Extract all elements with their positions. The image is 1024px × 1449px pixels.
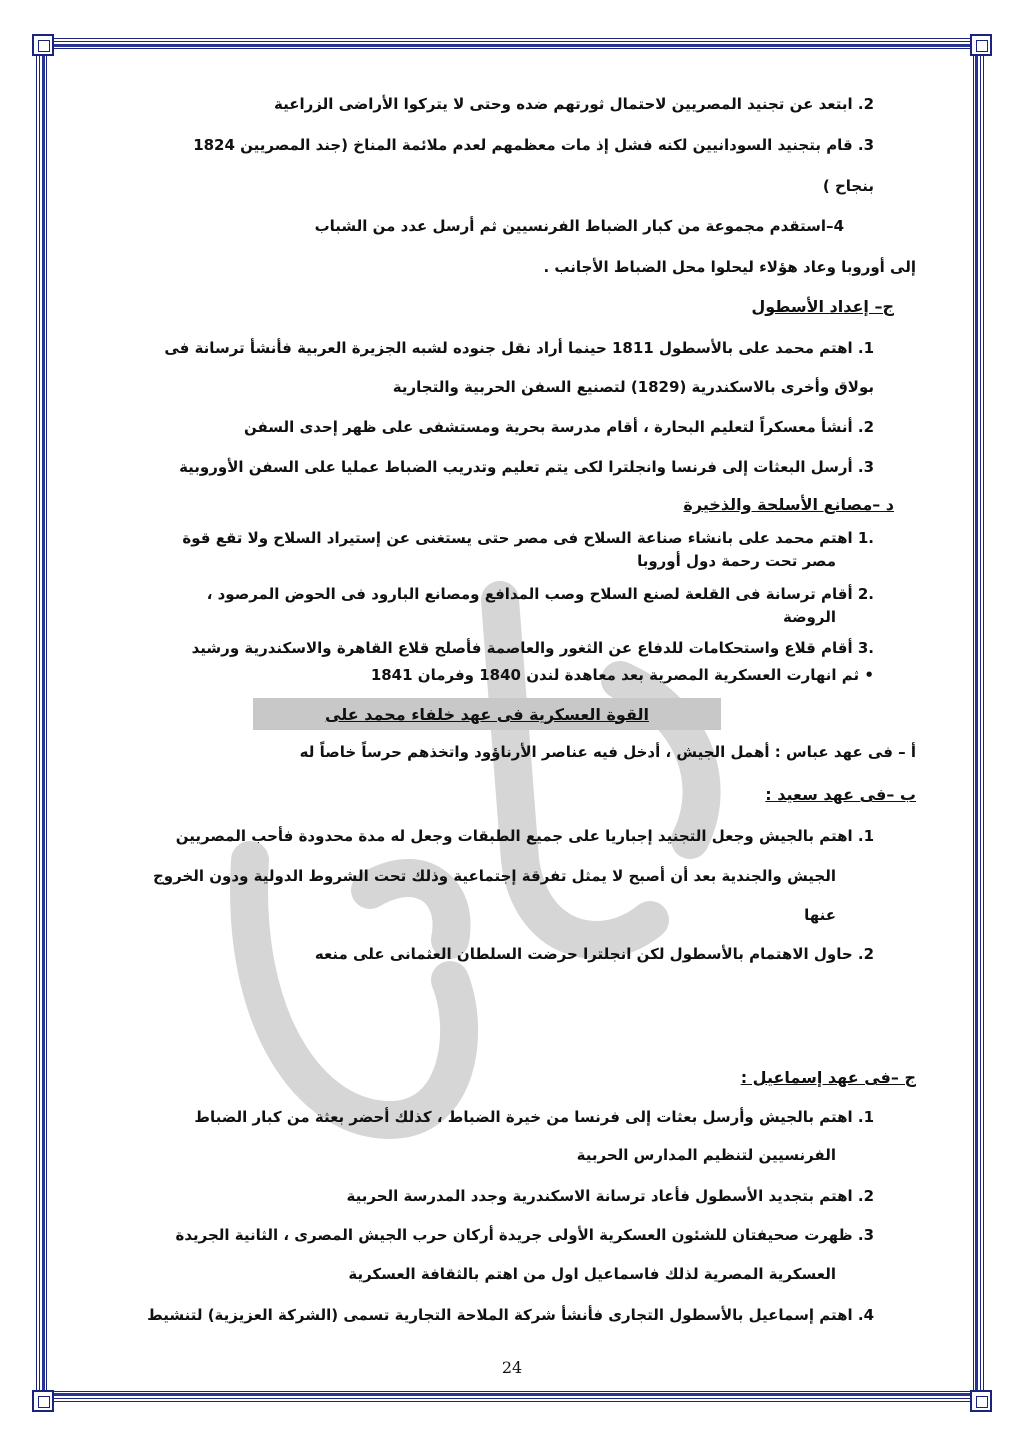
text-line: .3 أقام قلاع واستحكامات للدفاع عن الثغور والعاصمة فأصلح قلاع القاهرة والاسكندرية ورشيد: [191, 639, 874, 657]
text-line: 3. ظهرت صحيفتان للشئون العسكرية الأولى جريدة أركان حرب الجيش المصرى ، الثانية الجريدة: [175, 1226, 874, 1244]
text-line: .1 اهتم محمد على بانشاء صناعة السلاح فى مصر حتى يستغنى عن إستيراد السلاح ولا تقع قوة: [182, 529, 874, 547]
text-line: 3. قام بتجنيد السودانيين لكنه فشل إذ مات معظمهم لعدم ملائمة المناخ (جند المصريين 1824: [193, 136, 874, 154]
section-banner: القوة العسكرية فى عهد خلفاء محمد على: [253, 698, 721, 730]
text-line: 3. أرسل البعثات إلى فرنسا وانجلترا لكى يتم تعليم وتدريب الضباط عمليا على السفن الأوروبية: [179, 458, 874, 476]
border-corner-ornament: [32, 1390, 54, 1412]
section-heading: ب –فى عهد سعيد :: [765, 785, 916, 804]
section-heading: ج –فى عهد إسماعيل :: [740, 1068, 916, 1087]
section-heading: ج– إعداد الأسطول: [751, 297, 894, 316]
text-line: .2 أقام ترسانة فى القلعة لصنع السلاح وصب المدافع ومصانع البارود فى الحوض المرصود ،: [206, 585, 874, 603]
text-line: الروضة: [782, 608, 836, 626]
border-corner-ornament: [970, 34, 992, 56]
text-line: مصر تحت رحمة دول أوروبا: [637, 552, 836, 570]
text-line: أ – فى عهد عباس : أهمل الجيش ، أدخل فيه عناصر الأرناؤود واتخذهم حرساً خاصاً له: [299, 743, 916, 761]
text-line: 1. اهتم محمد على بالأسطول 1811 حينما أراد نقل جنوده لشبه الجزيرة العربية فأنشأ ترسانة فى: [164, 339, 874, 357]
text-line: الفرنسيين لتنظيم المدارس الحربية: [576, 1146, 836, 1164]
text-line: بولاق وأخرى بالاسكندرية (1829) لتصنيع السفن الحربية والتجارية: [392, 378, 874, 396]
text-line: 2. أنشأ معسكراً لتعليم البحارة ، أقام مدرسة بحرية ومستشفى على ظهر إحدى السفن: [243, 418, 874, 436]
text-line: • ثم انهارت العسكرية المصرية بعد معاهدة لندن 1840 وفرمان 1841: [370, 666, 874, 684]
text-line: 2. ابتعد عن تجنيد المصريين لاحتمال ثورتهم ضده وحتى لا يتركوا الأراضى الزراعية: [274, 95, 874, 113]
page-number: 24: [501, 1358, 523, 1377]
section-heading: د –مصانع الأسلحة والذخيرة: [683, 495, 894, 514]
text-line: العسكرية المصرية لذلك فاسماعيل اول من اهتم بالثقافة العسكرية: [348, 1265, 836, 1283]
text-line: بنجاح ): [822, 177, 874, 195]
text-line: 2. اهتم بتجديد الأسطول فأعاد ترسانة الاسكندرية وجدد المدرسة الحربية: [346, 1187, 874, 1205]
border-corner-ornament: [32, 34, 54, 56]
text-line: 4. اهتم إسماعيل بالأسطول التجارى فأنشأ شركة الملاحة التجارية تسمى (الشركة العزيزية) لتنشيط: [147, 1306, 874, 1324]
text-line: 1. اهتم بالجيش وجعل التجنيد إجباريا على جميع الطبقات وجعل له مدة محدودة فأحب المصريين: [175, 827, 874, 845]
text-line: 2. حاول الاهتمام بالأسطول لكن انجلترا حرضت السلطان العثمانى على منعه: [314, 945, 874, 963]
text-line: الجيش والجندية بعد أن أصبح لا يمثل تفرقة إجتماعية وذلك تحت الشروط الدولية ودون الخروج: [152, 867, 836, 885]
text-line: إلى أوروبا وعاد هؤلاء ليحلوا محل الضباط الأجانب .: [543, 258, 916, 276]
text-line: 1. اهتم بالجيش وأرسل بعثات إلى فرنسا من خيرة الضباط ، كذلك أحضر بعثة من كبار الضباط: [194, 1108, 874, 1126]
text-line: 4–استقدم مجموعة من كبار الضباط الفرنسيين ثم أرسل عدد من الشباب: [314, 217, 844, 235]
text-line: عنها: [804, 906, 836, 924]
border-corner-ornament: [970, 1390, 992, 1412]
